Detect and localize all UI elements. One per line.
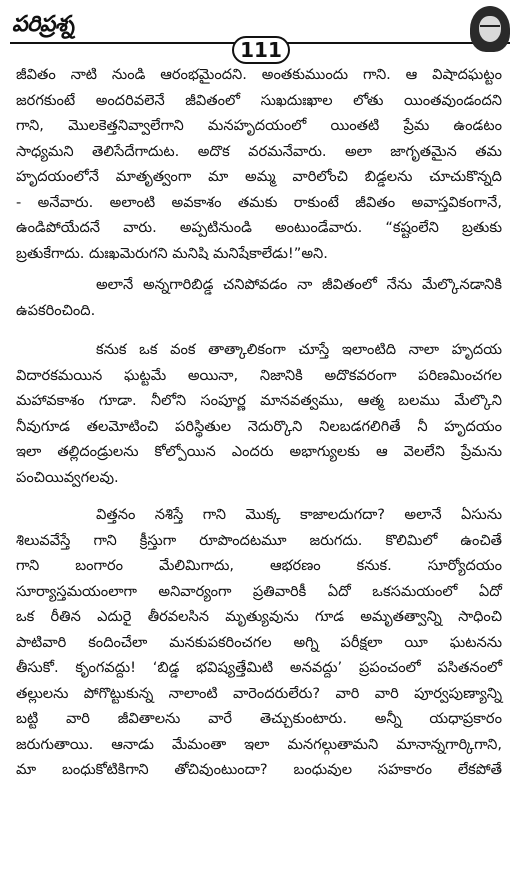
text-line: మహావకాశం గూడా. నీలోని సంపూర్ణ మానవత్వము, ఆత్మ బలము మేల్కొని	[16, 392, 502, 409]
text-line: హృదయంలోనే మాతృత్వంగా మా అమ్మ వారిలోంచి బిడ్డలను చూచుకొన్నది	[16, 168, 502, 185]
text-line: అలానే అన్నగారిబిడ్డ చనిపోవడం నా జీవితంలో నేను మేల్కొనడానికి	[96, 276, 502, 293]
book-title: పరిప్రశ్న	[12, 12, 74, 37]
text-line: ఇలా తల్లిదండ్రులను కోల్పోయిన ఎందరు అభాగ్యులకు ఆ వెలలేని ప్రేమను	[16, 443, 502, 460]
paragraph	[16, 337, 502, 490]
text-line: తీసుకో. కృంగవద్దు! ‘బిడ్డ భవిష్యత్తేమిటి అనవద్దు’ ప్రపంచంలో పసితనంలో	[16, 659, 502, 676]
text-line: ఉపకరించింది.	[16, 301, 96, 319]
text-line: సాధ్యమని తెలిసేదేగాదుట. అదొక వరమనేవారు. అలా జాగృతమైన తమ	[16, 142, 502, 160]
text-line: పంచియివ్వగలవు.	[16, 468, 119, 486]
author-portrait-icon	[470, 6, 510, 52]
text-line: - అనేవారు. అలాంటి అవకాశం తమకు రాకుంటే జీవితం అవాస్తవికంగానే,	[16, 193, 502, 211]
text-line: ఒక రీతిన ఎదురై తీరవలసిన మృత్యువును గూడ అమృతత్వాన్ని సాధించి	[16, 608, 502, 625]
text-line: ఉండిపోయేదనే వారు. అప్పటినుండి అంటుండేవారు. “కష్టంలేని బ్రతుకు	[16, 219, 502, 236]
paragraph	[16, 502, 502, 783]
text-line: సూర్యాస్తమయంలాగా అనివార్యంగా ప్రతివారికీ ఏదో ఒకసమయంలో ఏదో	[16, 582, 502, 600]
text-line: జరుగుతాయి. ఆనాడు మేమంతా ఇలా మనగల్గుతామని మానాన్నగార్కిగాని,	[16, 735, 502, 753]
text-line: బ్రతుకేగాదు. దుఃఖమెరుగని మనిషి మనిషేకాలేడు!”అని.	[16, 244, 328, 262]
text-line: నీవుగూడ తలమోటించి పరిస్థితుల నెదుర్కొని నిలబడగలిగితే నీ హృదయం	[16, 417, 502, 435]
text-line: శిలువవేస్తే గాని క్రీస్తుగా రూపొందటమూ జరుగదు. కొలిమిలో ఉంచితే	[16, 531, 502, 549]
text-line: జరగకుంటే అందరివలెనే జీవితంలో సుఖదుఃఖాల లోతు యింతవుండందని	[16, 91, 502, 109]
paragraph	[16, 272, 502, 323]
text-line: పాటివారి కందించేలా మనకుపకరించగల అగ్ని పరీక్షలా యీ ఘటనను	[16, 633, 502, 651]
text-line: విదారకమయిన ఘట్టమే అయినా, నిజానికి అదొకవరంగా పరిణమించగల	[16, 366, 502, 384]
text-line: గాని, మొలకెత్తనివ్వాలేగాని మనహృదయంలో యింతటి ప్రేమ ఉండటం	[16, 117, 502, 134]
text-line: మా బంధుకోటికిగాని తోచివుంటుందా? బంధువుల సహకారం లేకపోతే	[16, 761, 502, 778]
portrait-glasses	[480, 25, 500, 32]
paragraph	[16, 62, 502, 266]
page-number: 111	[232, 36, 290, 64]
text-line: తల్లులను పోగొట్టుకున్న నాలాంటి వారెందరులేరు? వారి వారి పూర్వపుణ్యాన్ని	[16, 684, 502, 702]
page-header	[10, 6, 510, 62]
text-line: బట్టి వారి జీవితాలను వారే తెచ్చుకుంటారు. అన్నీ యధాప్రకారం	[16, 710, 502, 727]
text-line: జీవితం నాటి నుండి ఆరంభమైందని. అంతకుముందు గాని. ఆ విషాదఘట్టం	[16, 66, 502, 83]
text-line: కనుక ఒక వంక తాత్కాలికంగా చూస్తే ఇలాంటిది నాలా హృదయ	[96, 341, 502, 358]
text-line: విత్తనం నశిస్తే గాని మొక్క కాజాలదుగదా? అలానే ఏసును	[96, 506, 502, 523]
text-line: గాని బంగారం మేలిమిగాదు, ఆభరణం కనుక. సూర్యోదయం	[16, 557, 502, 574]
page-body	[16, 62, 502, 783]
